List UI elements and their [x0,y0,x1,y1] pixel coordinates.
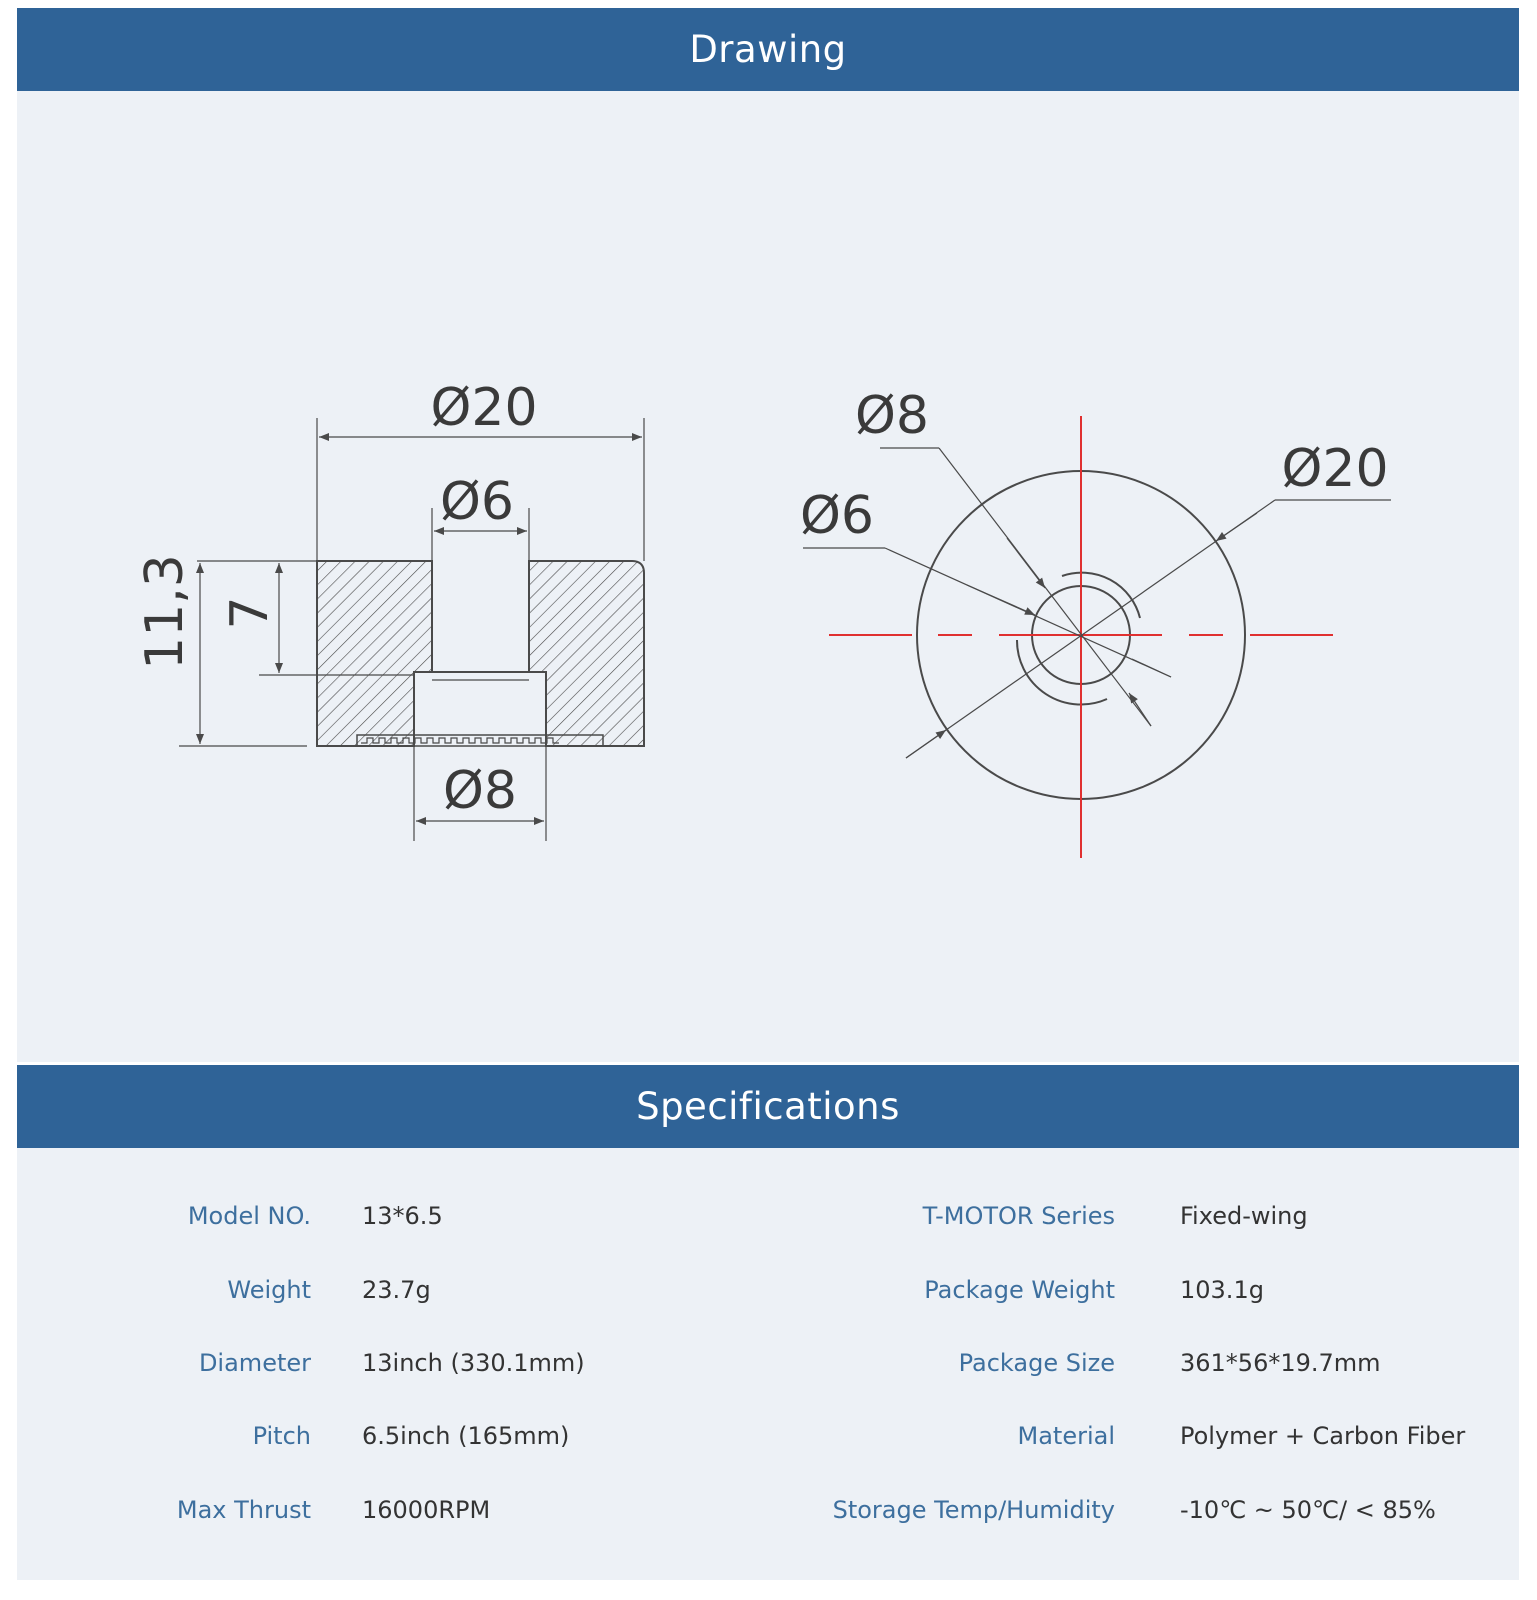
drawing-panel [17,8,1519,1062]
spec-value: 6.5inch (165mm) [362,1422,570,1450]
spec-label: Pitch [252,1422,311,1450]
section-left-wall [317,561,432,746]
specifications-banner [17,1065,1519,1148]
spec-label: Storage Temp/Humidity [832,1496,1115,1524]
spec-label: Package Weight [924,1276,1115,1304]
spec-label: Model NO. [187,1202,311,1230]
spec-row [17,1276,1519,1316]
spec-label: Package Size [958,1349,1115,1377]
spec-label: Max Thrust [176,1496,311,1524]
side-dim-d8: Ø8 [442,761,518,821]
spec-label: Weight [227,1276,311,1304]
spec-value: 13inch (330.1mm) [362,1349,585,1377]
drawing-title: Drawing [689,28,847,71]
spec-label: Material [1017,1422,1115,1450]
top-dim-d6: Ø6 [799,486,875,546]
spec-value: 103.1g [1180,1276,1264,1304]
spec-value: Fixed-wing [1180,1202,1308,1230]
spec-value: Polymer + Carbon Fiber [1180,1422,1466,1450]
side-dim-d6: Ø6 [439,472,515,532]
top-dim-d8: Ø8 [854,386,930,446]
spec-row [17,1349,1519,1389]
specifications-title: Specifications [636,1085,900,1128]
spec-table [17,1148,1519,1580]
spec-value: 13*6.5 [362,1202,443,1230]
top-dim-d20: Ø20 [1281,439,1389,499]
spec-value: 361*56*19.7mm [1180,1349,1381,1377]
spec-value: -10℃ ~ 50℃/ < 85% [1180,1496,1436,1524]
specifications-panel [17,1065,1519,1580]
spec-value: 16000RPM [362,1496,491,1524]
spec-value: 23.7g [362,1276,431,1304]
section-right-wall [529,561,644,746]
side-dim-d20: Ø20 [430,378,538,438]
side-dim-depth: 7 [220,596,280,630]
spec-row [17,1496,1519,1536]
spec-row [17,1202,1519,1242]
spec-label: Diameter [198,1349,311,1377]
side-dim-height: 11,3 [135,554,195,670]
spec-label: T-MOTOR Series [922,1202,1115,1230]
spec-row [17,1422,1519,1462]
technical-drawing [17,8,1519,1062]
